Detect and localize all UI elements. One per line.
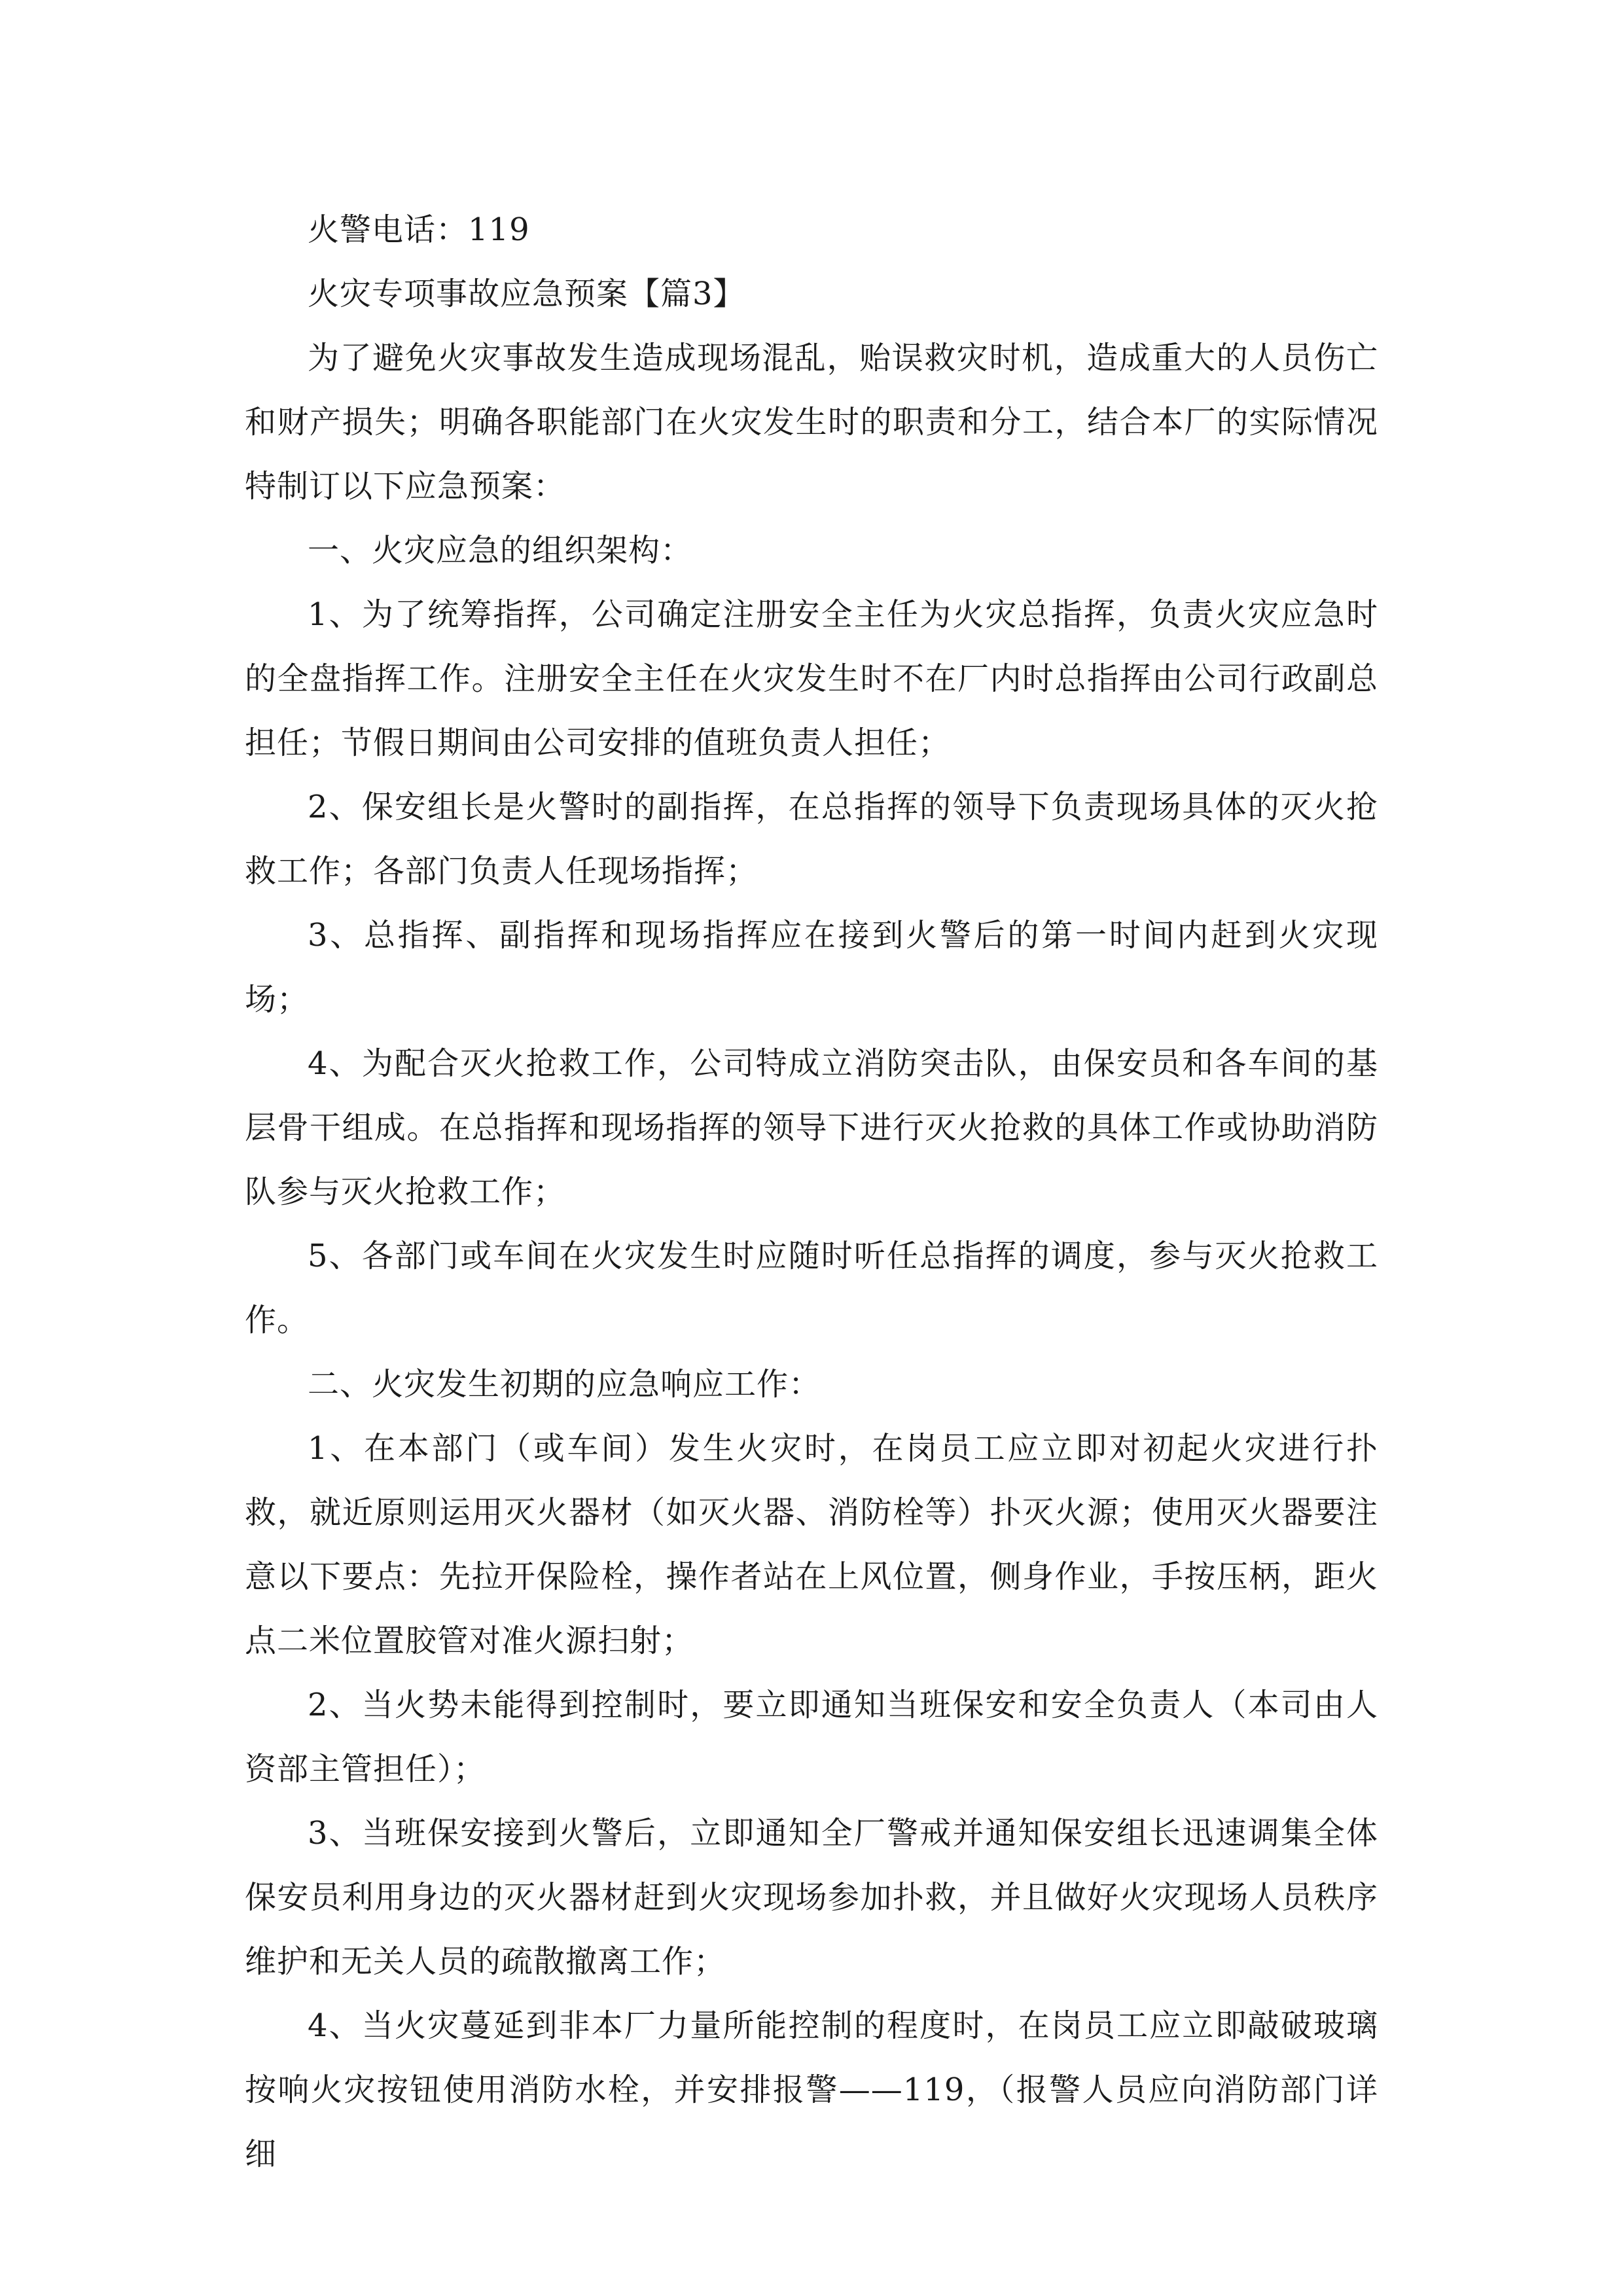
org-item-4: 4、为配合灭火抢救工作，公司特成立消防突击队，由保安员和各车间的基层骨干组成。在总指挥和现场指挥的领导下进行灭火抢救的具体工作或协助消防队参与灭火抢救工作； <box>245 1045 1378 1210</box>
intro-paragraph: 为了避免火灾事故发生造成现场混乱，贻误救灾时机，造成重大的人员伤亡和财产损失；明确各职能部门在火灾发生时的职责和分工，结合本厂的实际情况特制订以下应急预案： <box>245 340 1378 505</box>
response-item-1: 1、在本部门（或车间）发生火灾时，在岗员工应立即对初起火灾进行扑救，就近原则运用灭火器材（如灭火器、消防栓等）扑灭火源；使用灭火器要注意以下要点：先拉开保险栓，操作者站在上风位置，侧身作业，手按压柄，距火点二米位置胶管对准火源扫射； <box>245 1430 1378 1659</box>
org-item-3: 3、总指挥、副指挥和现场指挥应在接到火警后的第一时间内赶到火灾现场； <box>245 917 1378 1018</box>
document-body <box>245 198 1378 2186</box>
org-item-1: 1、为了统筹指挥，公司确定注册安全主任为火灾总指挥，负责火灾应急时的全盘指挥工作。注册安全主任在火灾发生时不在厂内时总指挥由公司行政副总担任；节假日期间由公司安排的值班负责人担任； <box>245 596 1378 761</box>
response-item-4: 4、当火灾蔓延到非本厂力量所能控制的程度时，在岗员工应立即敲破玻璃按响火灾按钮使用消防水栓，并安排报警——119，（报警人员应向消防部门详细 <box>245 2007 1378 2172</box>
heading-organization: 一、火灾应急的组织架构： <box>308 532 693 569</box>
response-item-2: 2、当火势未能得到控制时，要立即通知当班保安和安全负责人（本司由人资部主管担任）； <box>245 1687 1378 1787</box>
fire-phone-line: 火警电话：119 <box>308 211 530 248</box>
heading-initial-response: 二、火灾发生初期的应急响应工作： <box>308 1366 821 1403</box>
org-item-5: 5、各部门或车间在火灾发生时应随时听任总指挥的调度，参与灭火抢救工作。 <box>245 1238 1378 1338</box>
section-title: 火灾专项事故应急预案【篇3】 <box>308 276 745 312</box>
org-item-2: 2、保安组长是火警时的副指挥，在总指挥的领导下负责现场具体的灭火抢救工作；各部门负责人任现场指挥； <box>245 789 1378 889</box>
response-item-3: 3、当班保安接到火警后，立即通知全厂警戒并通知保安组长迅速调集全体保安员利用身边的灭火器材赶到火灾现场参加扑救，并且做好火灾现场人员秩序维护和无关人员的疏散撤离工作； <box>245 1815 1378 1980</box>
